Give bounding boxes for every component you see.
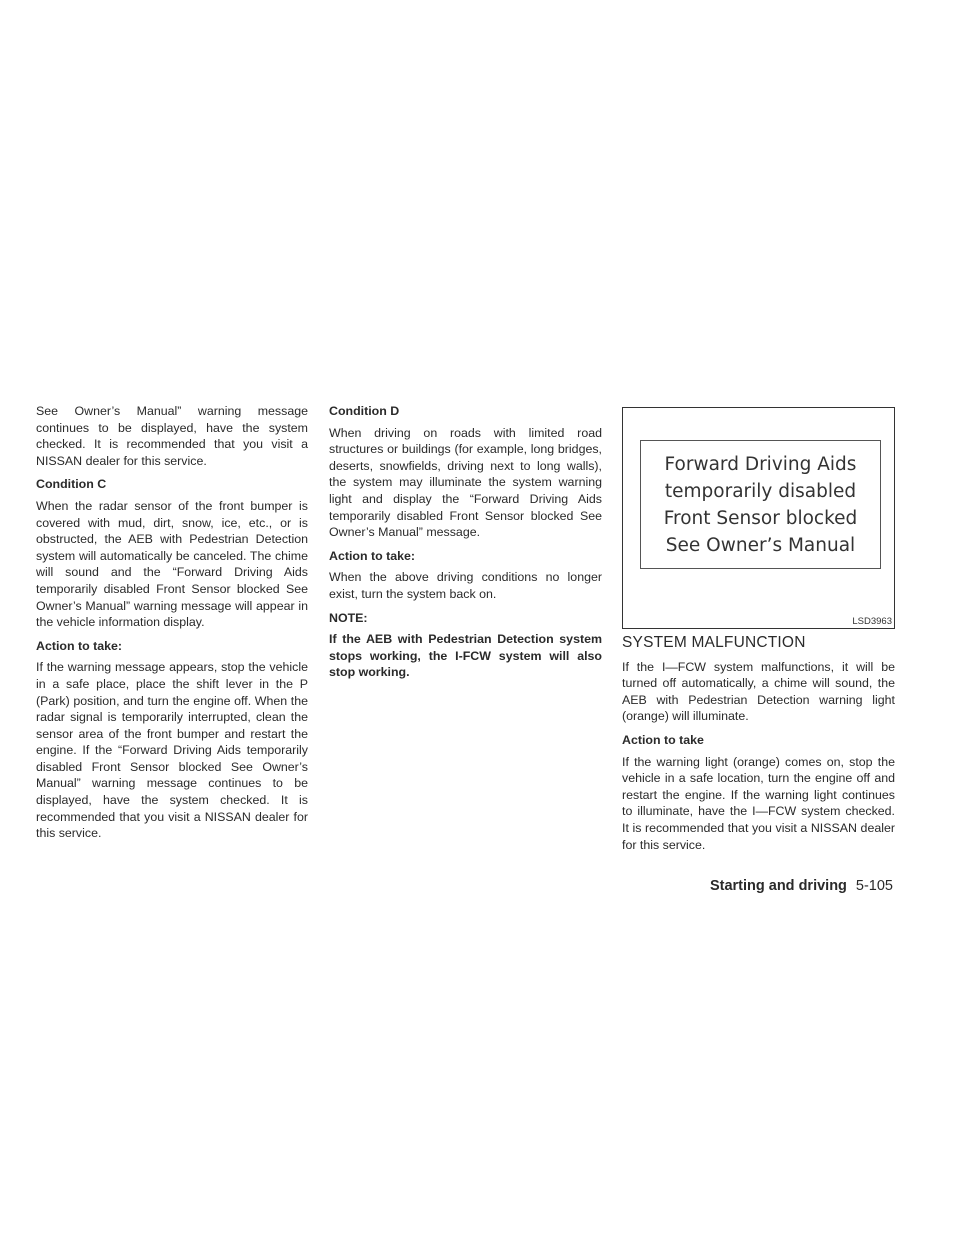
page-footer [710,878,893,894]
page-number: 5-105 [855,878,893,894]
condition-d-heading: Condition D [329,404,400,418]
action-heading: Action to take [622,732,704,747]
note-heading: NOTE: [329,610,368,625]
note-text: If the AEB with Pedestrian Detection system stops working, the I-FCW system will also stop working. [329,632,602,680]
action-heading: Action to take: [329,548,416,563]
message-line: temporarily disabled [664,480,857,502]
display-message-panel [640,440,881,569]
condition-c-heading: Condition C [36,477,107,492]
paragraph: See Owner’s Manual” warning message continues to be displayed, have the system checked. It is recommended that you visit a NISSAN dealer for this service. [36,404,308,468]
action-heading: Action to take: [36,638,123,653]
left-column [36,403,308,849]
paragraph: If the I—FCW system malfunctions, it will be turned off automatically, a chime will sound, the AEB with Pedestrian Detection warning light (orange) will illuminate. [622,659,895,724]
warning-display-figure [622,407,895,629]
section-title: Starting and driving [709,878,847,894]
section-heading: SYSTEM MALFUNCTION [622,634,806,651]
message-line: Forward Driving Aids [664,453,857,475]
message-line: Front Sensor blocked [663,507,858,529]
paragraph: If the warning message appears, stop the vehicle in a safe place, place the shift lever in the P (Park) position, and turn the engine off. When the radar signal is temporarily interrupted, clean the sensor area of the front bumper and restart the engine. If the “Forward Driving Aids temporarily disabled Front Sensor blocked See Owner’s Manual” warning message continues to be displayed, have the system checked. It is recommended that you visit a NISSAN dealer for this service. [36,660,308,841]
paragraph: When the above driving conditions no longer exist, turn the system back on. [329,570,602,601]
paragraph: When the radar sensor of the front bumper is covered with mud, dirt, snow, ice, etc., or is obstructed, the AEB with Pedestrian Detection system will automatically be canceled. The chime will sound and the “Forward Driving Aids temporarily disabled Front Sensor blocked See Owner’s Manual” warning message will appear in the vehicle information display. [36,498,308,630]
right-column [622,635,895,860]
paragraph: When driving on roads with limited road structures or buildings (for example, long bridges, deserts, snowfields, driving next to long walls), the system may illuminate the system warning light and display the “Forward Driving Aids temporarily disabled Front Sensor blocked See Owner’s Manual” message. [329,425,602,540]
figure-code: LSD3963 [852,616,892,627]
message-line: See Owner’s Manual [665,534,856,556]
middle-column [329,403,602,686]
paragraph: If the warning light (orange) comes on, stop the vehicle in a safe location, turn the engine off and restart the engine. If the warning light continues to illuminate, have the I—FCW system checked. It is recommended that you visit a NISSAN dealer for this service. [622,754,895,852]
